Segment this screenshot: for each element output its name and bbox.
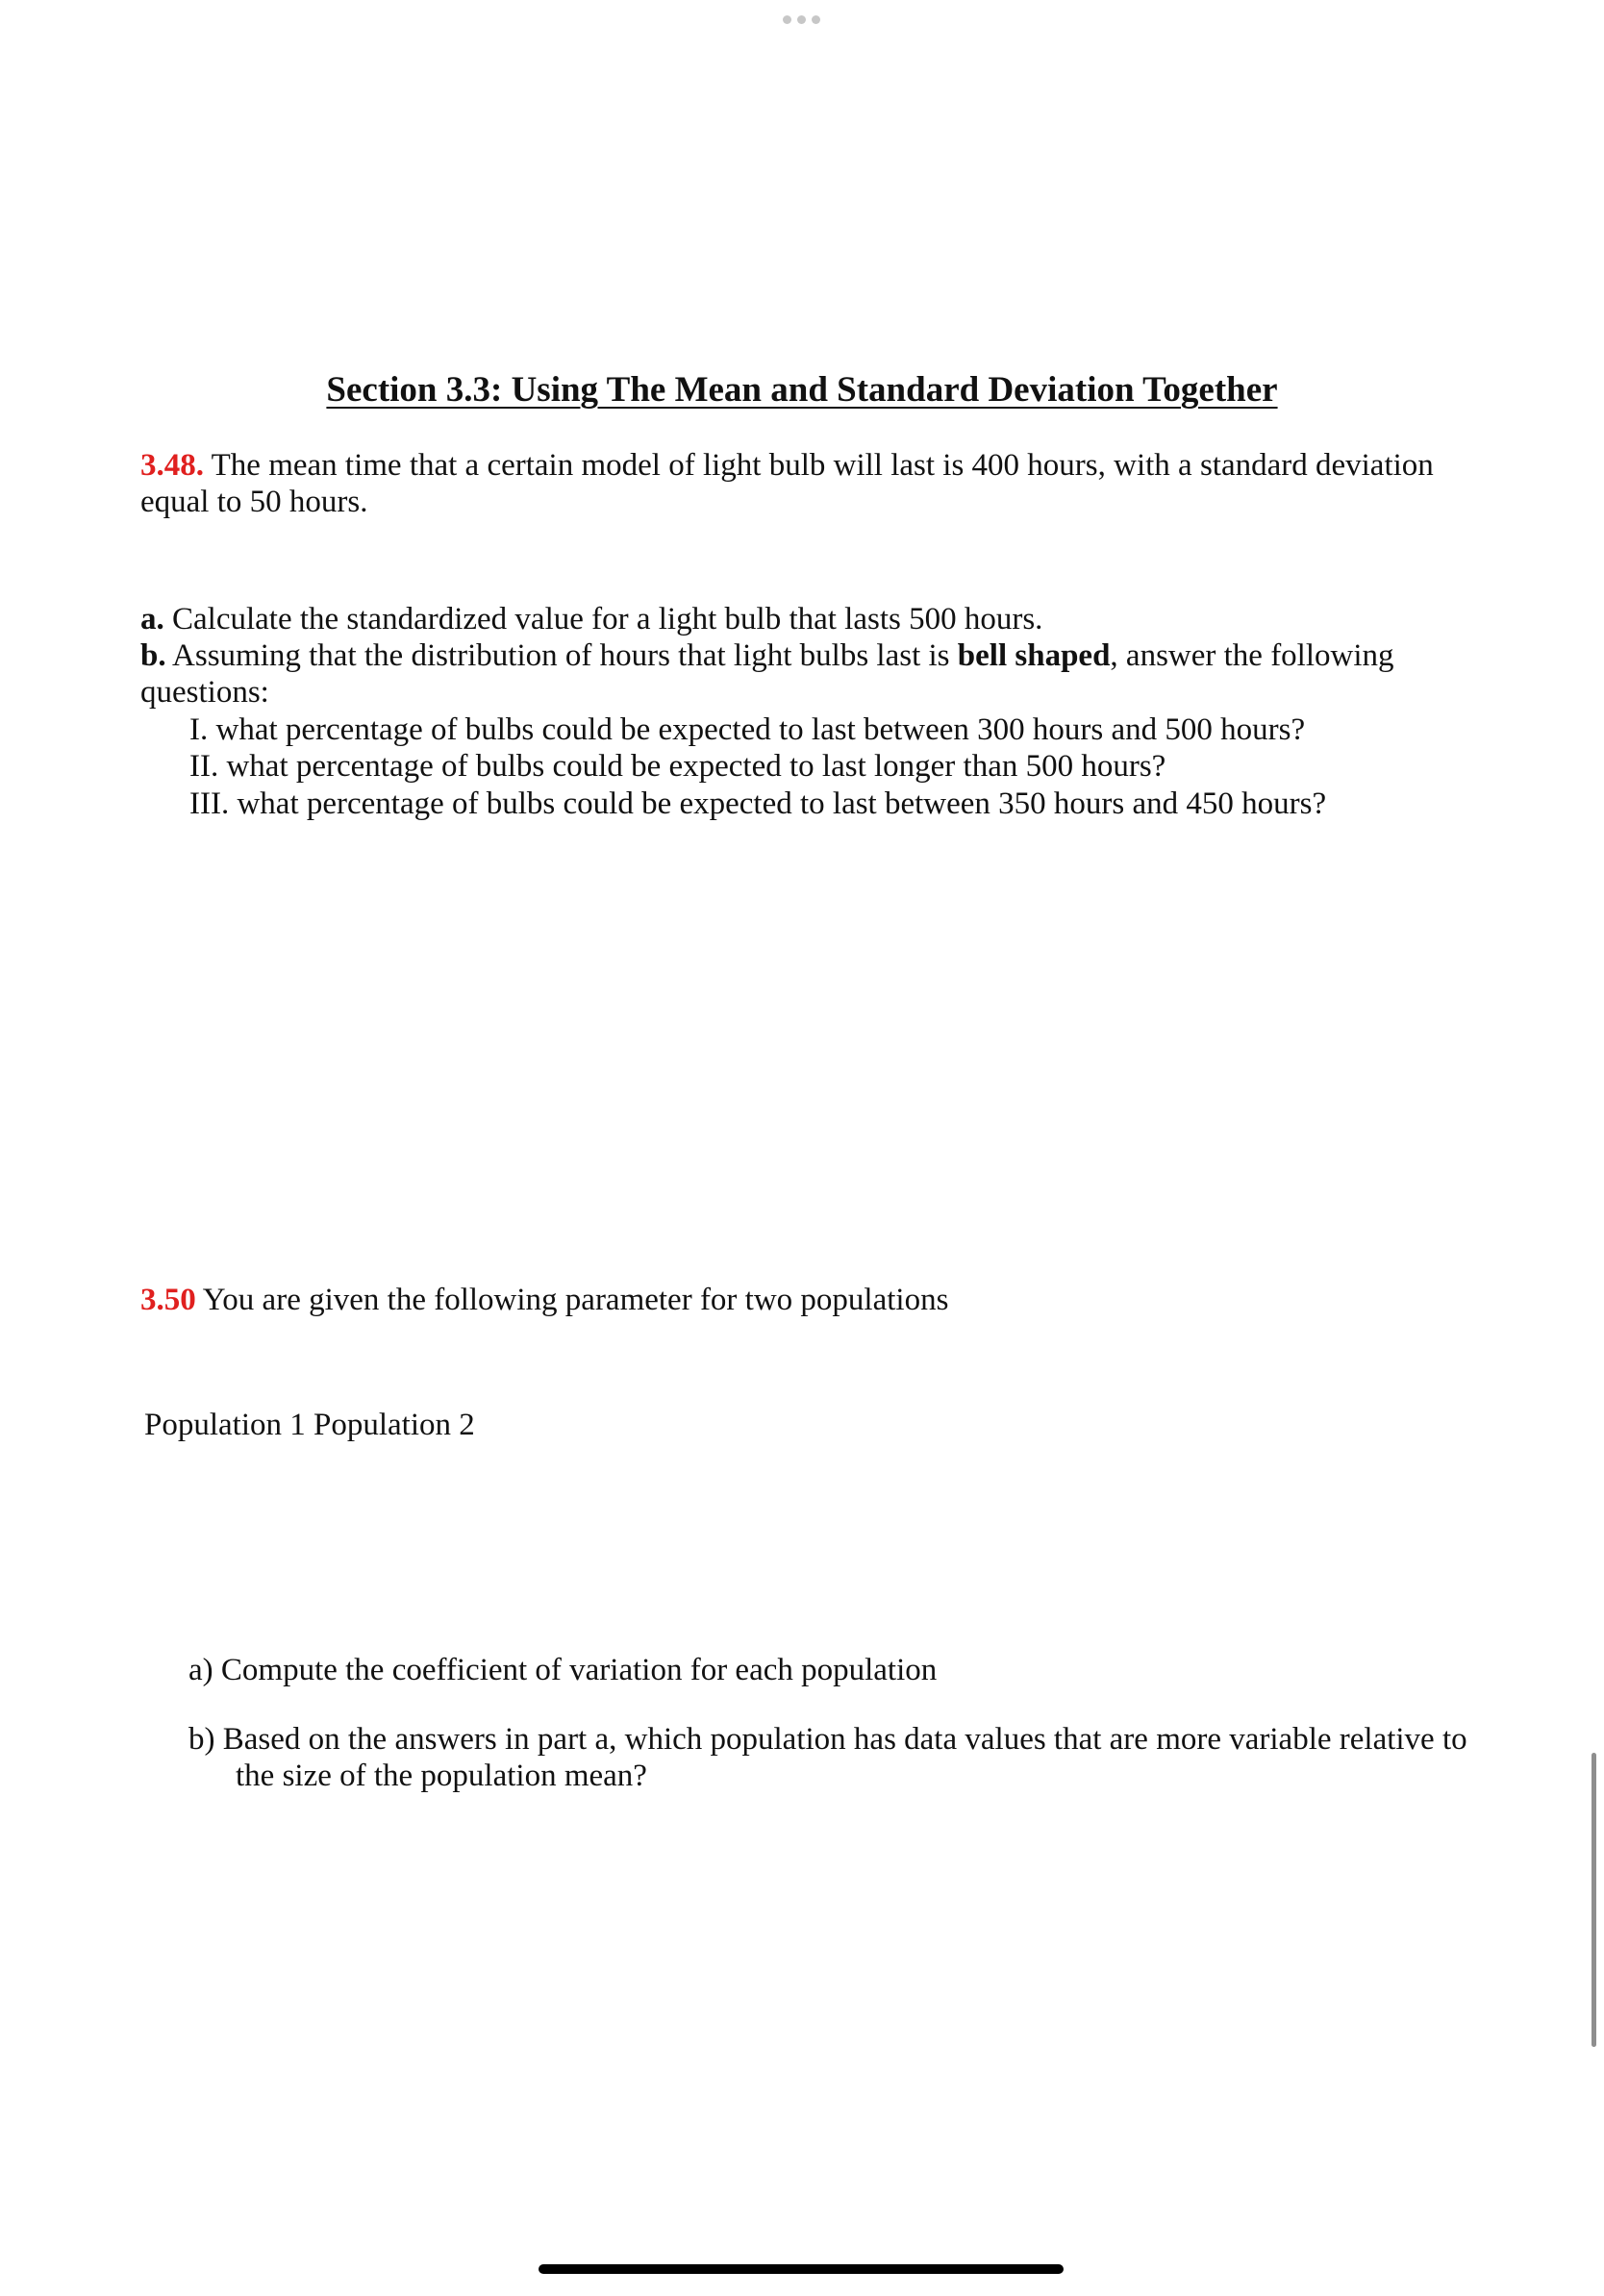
part-a-label: a.: [140, 602, 164, 636]
problem-348-intro-line2: equal to 50 hours.: [140, 485, 368, 519]
more-options-icon[interactable]: [783, 15, 820, 24]
dot: [783, 15, 791, 24]
problem-350-intro: [140, 1282, 948, 1318]
problem-348-sub-i: I. what percentage of bulbs could be expected to last between 300 hours and 500 hours?: [189, 712, 1306, 747]
vertical-scrollbar[interactable]: [1591, 1753, 1596, 2047]
problem-348-part-b: [140, 637, 1394, 674]
populations-header: Population 1 Population 2: [144, 1408, 475, 1442]
problem-348-part-b-line2: questions:: [140, 675, 269, 710]
problem-350-part-b-line1: b) Based on the answers in part a, which population has data values that are more variable relative to: [188, 1722, 1467, 1757]
section-title: Section 3.3: Using The Mean and Standard Deviation Together: [326, 370, 1278, 410]
problem-350-intro-text: You are given the following parameter for two populations: [195, 1283, 949, 1317]
part-b-text-before: Assuming that the distribution of hours that light bulbs last is: [165, 638, 958, 673]
dot: [812, 15, 820, 24]
home-indicator[interactable]: [539, 2264, 1064, 2274]
problem-348-intro-line1: The mean time that a certain model of light bulb will last is 400 hours, with a standard deviation: [204, 448, 1434, 483]
problem-348-number: 3.48.: [140, 448, 204, 483]
problem-350-number: 3.50: [140, 1283, 196, 1317]
dot: [797, 15, 806, 24]
part-a-text: Calculate the standardized value for a light bulb that lasts 500 hours.: [163, 602, 1043, 636]
part-b-bold: bell shaped: [957, 638, 1111, 673]
problem-350-part-b-line2: the size of the population mean?: [236, 1759, 647, 1793]
problem-348-intro: [140, 447, 1434, 484]
problem-348-part-a: [140, 601, 1042, 637]
part-b-text-after: , answer the following: [1110, 638, 1394, 673]
problem-348-sub-iii: III. what percentage of bulbs could be expected to last between 350 hours and 450 hours?: [189, 786, 1327, 821]
problem-350-part-a: a) Compute the coefficient of variation for each population: [188, 1653, 938, 1687]
part-b-label: b.: [140, 638, 166, 673]
problem-348-sub-ii: II. what percentage of bulbs could be expected to last longer than 500 hours?: [189, 749, 1166, 784]
